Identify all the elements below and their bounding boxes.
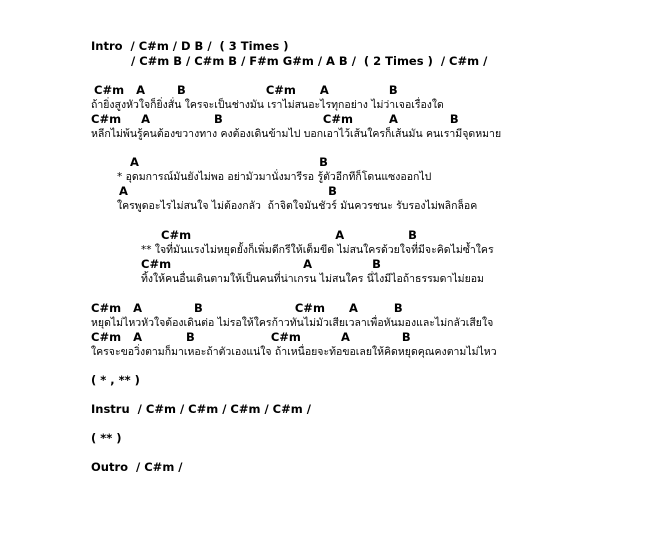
chorus-lyric-2: ทิ้งให้คนอื่นเดินตามให้เป็นคนที่น่าเกรน ไม่สนใคร นี่ไงมีไอถ้าธรรมดาไม่ยอม — [141, 273, 484, 285]
verse2-lyric-2: ใครจะขอวิ่งตามก็มาเหอะถ้าตัวเองแน่ใจ ถ้าเหนื่อยจะท้อขอเลยให้คิดหยุดคุณคงตามไม่ไหว — [91, 346, 497, 358]
intro-line-2: / C#m B / C#m B / F#m G#m / A B / ( 2 Times ) / C#m / — [131, 54, 488, 68]
repeat-marker-2: ( ** ) — [91, 431, 122, 445]
verse1-lyric-1: ถ้ายิ่งสูงหัวใจก็ยิ่งสั่น ใครจะเป็นช่างมัน เราไม่สนอะไรทุกอย่าง ไม่ว่าเจอเรื่องใด — [91, 99, 444, 111]
repeat-marker-1: ( * , ** ) — [91, 373, 140, 387]
outro-line: Outro / C#m / — [91, 460, 183, 474]
chorus-lyric-1: ** ใจที่มันแรงไม่หยุดยั้งก็เพิ่มดีกรีให้เต็มขีด ไม่สนใครด้วยใจที่มีจะคิดไม่ซ้ำใคร — [141, 244, 494, 256]
prechorus-chords-1: A B — [130, 155, 328, 169]
verse2-chords-2: C#m A B C#m A B — [91, 330, 411, 344]
instru-line: Instru / C#m / C#m / C#m / C#m / — [91, 402, 311, 416]
prechorus-chords-2: A B — [119, 184, 337, 198]
prechorus-lyric-1: * อุดมการณ์มันยังไม่พอ อย่ามัวมานั่งมารีรอ รู้ตัวอีกทีก็โดนแซงออกไป — [117, 171, 432, 183]
chorus-chords-2: C#m A B — [141, 257, 381, 271]
verse1-lyric-2: หลีกไม่พ้นรู้คนต้องขวางทาง คงต้องเดินข้ามไป บอกเอาไว้เส้นใครก็เส้นมัน คนเรามีจุดหมาย — [91, 128, 502, 140]
verse2-lyric-1: หยุดไม่ไหวหัวใจต้องเดินต่อ ไม่รอให้ใครก้าวทันไม่มัวเสียเวลาเพื่อหันมองและไม่กลัวเสียใจ — [91, 317, 494, 329]
chorus-chords-1: C#m A B — [161, 228, 417, 242]
verse1-chords-2: C#m A B C#m A B — [91, 112, 459, 126]
verse1-chords-1: C#m A B C#m A B — [94, 83, 398, 97]
prechorus-lyric-2: ใครพูดอะไรไม่สนใจ ไม่ต้องกลัว ถ้าจิตใจมันชัวร์ มันควรชนะ รับรองไม่พลิกล็อค — [117, 200, 478, 212]
verse2-chords-1: C#m A B C#m A B — [91, 301, 403, 315]
intro-line-1: Intro / C#m / D B / ( 3 Times ) — [91, 39, 289, 53]
